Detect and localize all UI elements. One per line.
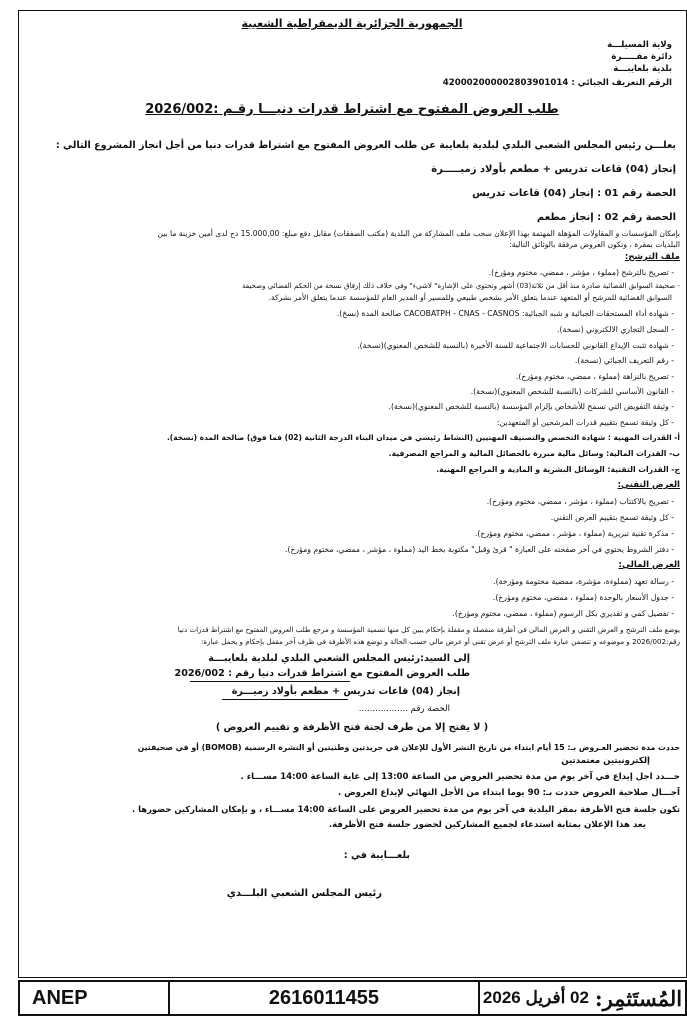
envelope-divider — [190, 681, 350, 682]
envelope-instructions-continued: رقم:2026/002 و موضوعه و تتضمن عبارة ملف الترشح أو عرض تقني أو عرض مالي حسب الحالة و توضع هذه الأظرفة في ظرف آخر مقفل بإحكام و يحمل عبارة: — [200, 637, 680, 646]
envelope-addressee: إلى السيد:رئيس المجلس الشعبي البلدي لبلدية بلعايبـــة — [208, 653, 470, 664]
opening-session: تكون جلسة فتح الأظرفة بمقر البلدية في آخر يوم من مدة تحضير العروض على الساعة 14:00 مســـاء ، و بإمكان المشاركين حضورها . — [132, 804, 680, 814]
signature-place: بلعـــايبة في : — [343, 850, 410, 861]
technical-capacities: ج- القدرات التقنية: الوسائل البشرية و المادية و المراجع المهنية. — [436, 465, 680, 474]
candidature-item: - شهادة أداء المستحقات الجبائية و شبه الجبائية: CACOBATPH - CNAS - CASNOS صالحة المدة (نسخ). — [336, 309, 674, 318]
lot-2-line: الحصة رقم 02 : إنجاز مطعم — [536, 212, 676, 223]
preparation-duration-continued: إلكترونيتين معتمدتين — [561, 756, 650, 766]
technical-offer-item: - دفتر الشروط يحتوي في آخر صفحته على العبارة " قرئ وقبل" مكتوبة بخط اليد (مملوء ، مؤشر ، ممضي، مختوم ومؤرخ). — [285, 545, 674, 554]
technical-offer-heading: العرض التقني: — [617, 480, 680, 490]
envelope-reference: طلب العروض المفتوح مع اشتراط قدرات دنيا رقم : 2026/002 — [174, 668, 470, 679]
daira-line: دائرة مقـــــرة — [611, 52, 672, 62]
candidature-item: السوابق القضائية للمرشح أو المتعهد عندما يتعلق الأمر بشخص طبيعي وللمسير أو المدير العام للمؤسسة عندما يتعلق الأمر بشركة. — [268, 293, 672, 302]
candidature-item: - تصريح بالترشح (مملوء ، مؤشر ، ممضي، مختوم ومؤرخ). — [488, 268, 674, 277]
access-paragraph: بإمكان المؤسسات و المقاولات المؤهلة المهتمة بهذا الإعلان سحب ملف المشاركة من البلدية (مكتب الصفقات) مقابل دفع مبلغ: 15.000,00 دج لدى أمين خزينة ما بين — [157, 229, 680, 238]
publication-date: 02 أفريل 2026 — [482, 988, 589, 1007]
envelope-instructions: يوضع ملف الترشح و العرض التقني و العرض المالي في أظرفة منفصلة و مقفلة بإحكام يبين كل منها تسمية المؤسسة و مرجع طلب العروض المفتوح مع اشتراط قدرات دنيا — [177, 625, 680, 634]
commune-line: بلدية بلعايبـــة — [613, 64, 672, 74]
candidature-item: - رقم التعريف الجبائي (نسخة). — [574, 356, 674, 365]
technical-offer-item: - مذكرة تقنية تبريرية (مملوء ، مؤشر ، ممضي، مختوم ومؤرخ). — [474, 529, 674, 538]
financial-capacities: ب- القدرات المالية: وسائل مالية مبررة بالحصائل المالية و المراجع المصرفية. — [388, 449, 680, 458]
technical-offer-item: - تصريح بالاكتتاب (مملوء ، مؤشر ، ممضي، مختوم ومؤرخ). — [486, 497, 674, 506]
candidature-item: - صحيفة السوابق القضائية صادرة منذ أقل من ثلاثة(03) أشهر وتحتوي على الإشارة" لاشيء" وفي خلاف ذلك إرفاق نسخة من الحكم القضائي وصحيفة — [241, 281, 680, 290]
announcement-content — [22, 12, 682, 974]
financial-offer-item: - جدول الأسعار بالوحدة (مملوء ، ممضي، مختوم ومؤرخ). — [492, 593, 674, 602]
envelope-divider — [222, 699, 348, 700]
candidature-item: - القانون الأساسي للشركات (بالنسبة للشخص المعنوي)(نسخة). — [470, 387, 674, 396]
publication-date-cell — [480, 982, 685, 1014]
publication-reference: 2616011455 — [170, 982, 480, 1014]
submission-deadline: حـــدد اجل إيداع في آخر يوم من مدة تحضير العروض من الساعة 13:00 إلى غاية الساعة 14:00 مســـاء . — [240, 772, 680, 782]
candidature-item: - كل وثيقة تسمح بتقييم قدرات المرشحين أو المتعهدين: — [497, 418, 674, 427]
newspaper-name: المُستَثمِر: — [594, 985, 683, 1011]
candidature-item: - شهادة تثبت الإيداع القانوني للحسابات الاجتماعية للسنة الأخيرة (بالنسبة للشخص المعنوي)(نسخة). — [357, 341, 674, 350]
agency-name: ANEP — [20, 982, 170, 1014]
envelope-lot: الحصة رقم .................. — [358, 704, 450, 714]
republic-heading: الجمهورية الجزائرية الديمقراطية الشعبية — [241, 17, 463, 30]
access-paragraph-continued: البلديات بمقرة ، وتكون العروض مرفقة بالوثائق التالية: — [509, 240, 680, 249]
candidature-item: - وثيقة التفويض التي تسمح للأشخاص بإلزام المؤسسة (بالنسبة للشخص المعنوي)(نسخة). — [388, 402, 674, 411]
financial-offer-item: - رسالة تعهد (مملوءة، مؤشرة، ممضية مختومة ومؤرخة). — [493, 577, 674, 586]
financial-offer-item: - تفصيل كمي و تقديري بكل الرسوم (مملوء ، ممضي، مختوم ومؤرخ). — [452, 609, 674, 618]
candidature-item: - السجل التجاري الالكتروني (نسخة). — [557, 325, 674, 334]
signature-title: رئيس المجلس الشعبي البلـــدي — [226, 888, 382, 899]
invitation-notice: يعد هذا الإعلان بمثابة استدعاء لجميع المشاركين لحضور جلسة فتح الأظرفة. — [328, 820, 646, 830]
financial-offer-heading: العرض المالي: — [618, 560, 680, 570]
wilaya-line: ولاية المسيلـــة — [607, 40, 672, 50]
offer-validity: آجـــال صلاحية العروض حددت بـ: 90 يوما ابتداء من الأجل النهائي لإيداع العروض . — [337, 788, 680, 798]
candidature-item: - تصريح بالنزاهة (مملوء ، ممضي، مختوم ومؤرخ). — [515, 372, 674, 381]
do-not-open-notice: ( لا يفتح إلا من طرف لجنة فتح الأظرفة و تقييم العروض ) — [215, 722, 489, 733]
publication-footer — [18, 980, 687, 1016]
envelope-project: إنجاز (04) قاعات تدريس + مطعم بأولاد زميـــرة — [231, 686, 460, 697]
preparation-duration: حددت مدة تحضير العـروض بـ: 15 أيام ابتداء من تاريخ النشر الأول للإعلان في جريدتين وطنيتين أو النشرة الرسمية (BOMOB) أو في صحيفتين — [137, 743, 680, 752]
professional-capacities: أ- القدرات المهنية : شهادة التخصص والتصنيف المهنيين (النشاط رئيسي في ميدان البناء الدرجة الثانية (02) فما فوق) صالحة المدة (نسخة). — [166, 433, 680, 442]
project-line: إنجاز (04) قاعات تدريس + مطعم بأولاد زميـــــرة — [431, 164, 676, 175]
tender-title: طلب العروض المفتوح مع اشتراط قدرات دنيـــا رقـم :2026/002 — [145, 102, 559, 117]
intro-paragraph: يعلـــن رئيس المجلس الشعبي البلدي لبلدية بلعايبة عن طلب العروض المفتوح مع اشتراط قدرات دنيا من أجل انجاز المشروع التالي : — [55, 140, 676, 151]
tax-id-line: الرقم التعريف الجبائي : 420002000002803901014 — [442, 78, 672, 88]
candidature-heading: ملف الترشح: — [624, 252, 680, 262]
lot-1-line: الحصة رقم 01 : إنجاز (04) قاعات تدريس — [472, 188, 676, 199]
technical-offer-item: - كل وثيقة تسمح بتقييم العرض التقني. — [550, 513, 674, 522]
